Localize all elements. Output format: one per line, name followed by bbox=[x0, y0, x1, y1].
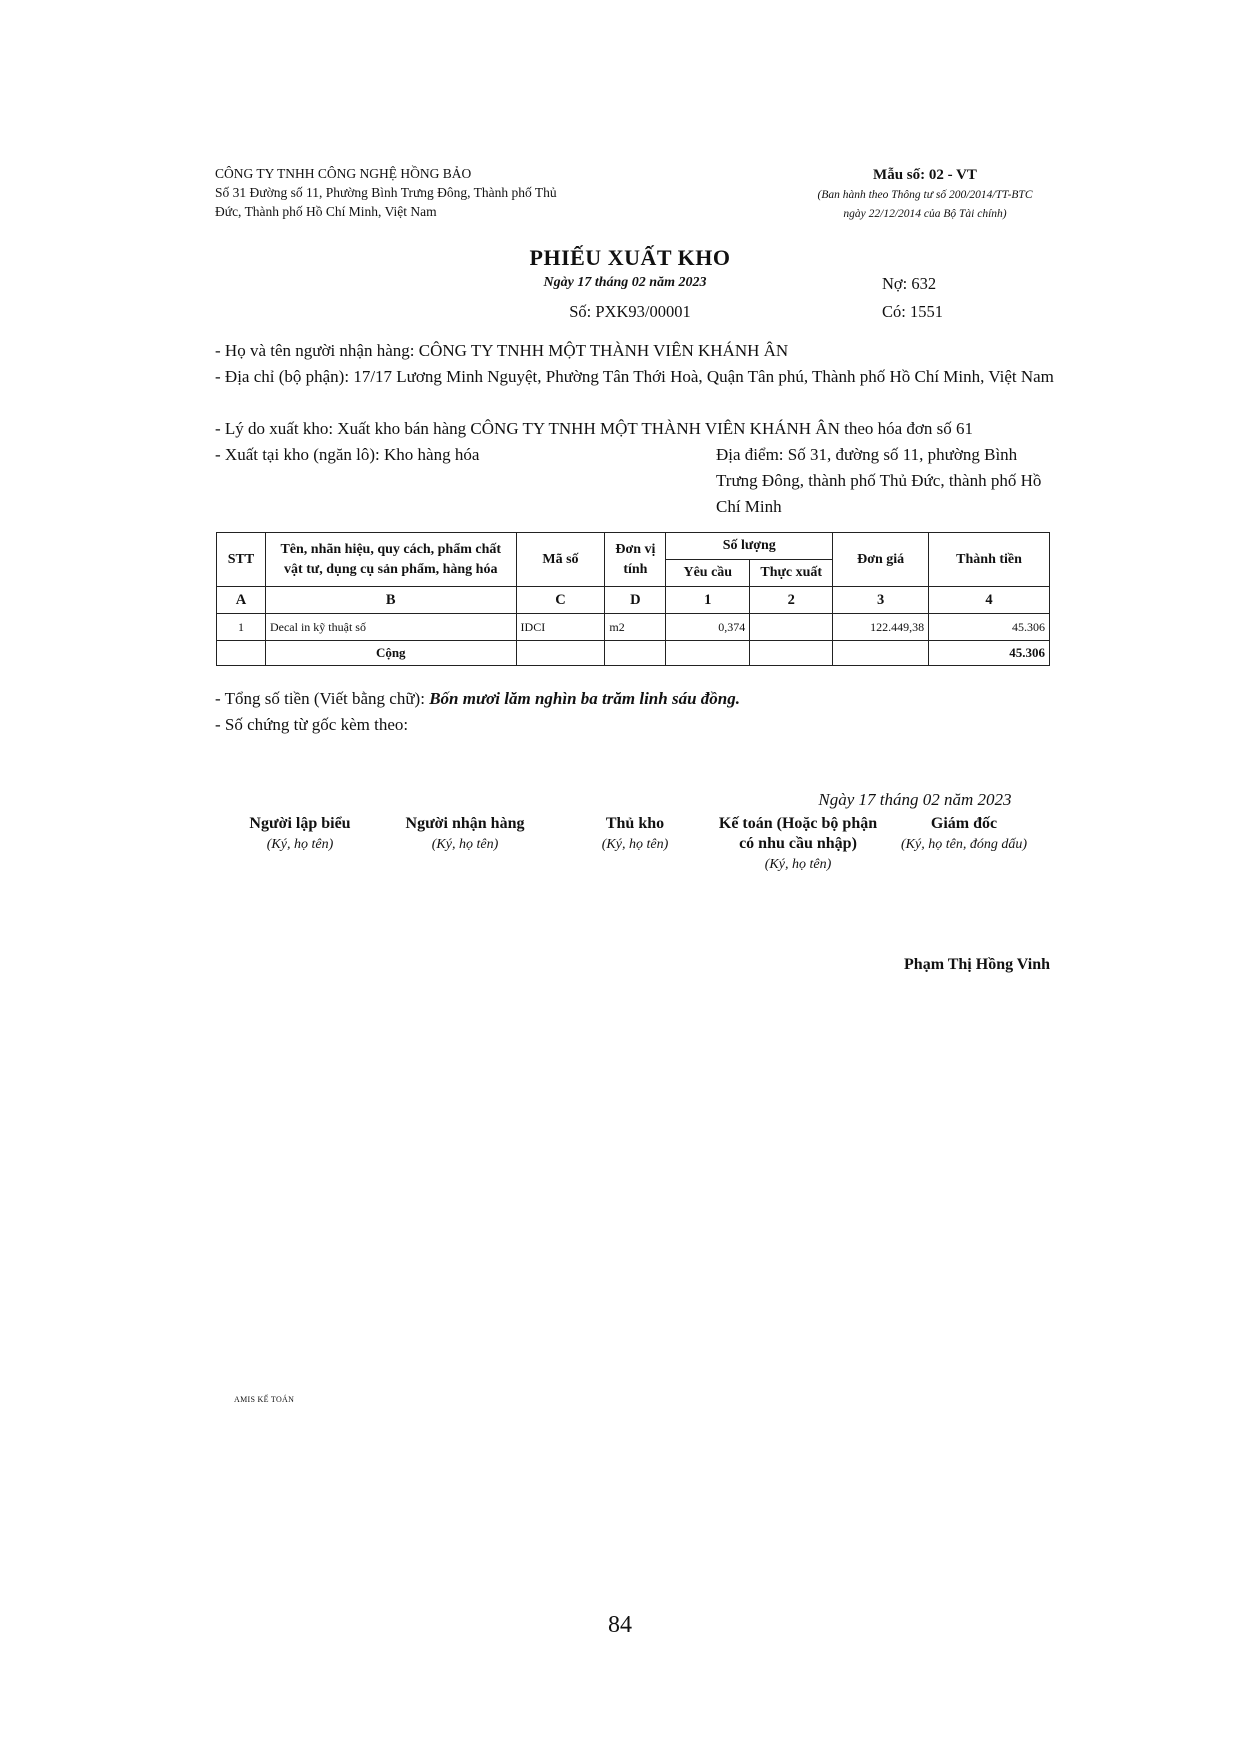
row-unit: m2 bbox=[605, 614, 666, 641]
sign-date: Ngày 17 tháng 02 năm 2023 bbox=[818, 790, 1012, 809]
form-code-block bbox=[760, 164, 1090, 224]
letter-cell: D bbox=[605, 587, 666, 614]
total-words-value: Bốn mươi lăm nghìn ba trăm linh sáu đồng. bbox=[429, 689, 740, 708]
letter-cell: 1 bbox=[666, 587, 750, 614]
total-in-words bbox=[215, 686, 740, 712]
letter-cell: 3 bbox=[833, 587, 929, 614]
header-amount: Thành tiền bbox=[929, 533, 1050, 587]
reason-line: - Lý do xuất kho: Xuất kho bán hàng CÔNG TY TNHH MỘT THÀNH VIÊN KHÁNH ÂN theo hóa đơn số 61 bbox=[215, 419, 974, 438]
signature-role: Người lập biểu bbox=[249, 815, 351, 832]
page-number: 84 bbox=[608, 1612, 632, 1638]
signature-role: Thủ kho bbox=[605, 815, 665, 832]
table-row bbox=[217, 614, 1050, 641]
header-name: Tên, nhãn hiệu, quy cách, phẩm chất vật tư, dụng cụ sản phẩm, hàng hóa bbox=[265, 533, 516, 587]
issued-line1: (Ban hành theo Thông tư số 200/2014/TT-BTC bbox=[817, 189, 1033, 201]
row-price: 122.449,38 bbox=[833, 614, 929, 641]
row-stt: 1 bbox=[217, 614, 266, 641]
signature-director bbox=[884, 814, 1044, 856]
signature-storekeeper bbox=[580, 814, 690, 856]
header-price: Đơn giá bbox=[833, 533, 929, 587]
letter-cell: B bbox=[265, 587, 516, 614]
company-address-line2: Đức, Thành phố Hồ Chí Minh, Việt Nam bbox=[215, 204, 437, 219]
signature-role: Người nhận hàng bbox=[405, 815, 525, 832]
header-unit: Đơn vị tính bbox=[605, 533, 666, 587]
letter-cell: C bbox=[516, 587, 605, 614]
row-requested: 0,374 bbox=[666, 614, 750, 641]
letter-cell: 4 bbox=[929, 587, 1050, 614]
header-stt: STT bbox=[217, 533, 266, 587]
header-actual: Thực xuất bbox=[750, 560, 833, 587]
row-name: Decal in kỹ thuật số bbox=[265, 614, 516, 641]
signature-note: (Ký, họ tên) bbox=[431, 837, 499, 852]
issued-line2: ngày 22/12/2014 của Bộ Tài chính) bbox=[843, 208, 1007, 220]
signature-note: (Ký, họ tên, đóng dấu) bbox=[901, 837, 1027, 852]
signature-note: (Ký, họ tên) bbox=[266, 837, 334, 852]
row-amount: 45.306 bbox=[929, 614, 1050, 641]
signer-name: Phạm Thị Hồng Vinh bbox=[904, 956, 1050, 973]
warehouse-line: - Xuất tại kho (ngăn lô): Kho hàng hóa bbox=[215, 445, 480, 464]
company-info bbox=[215, 164, 615, 221]
column-letter-row bbox=[217, 587, 1050, 614]
receiver-line: - Họ và tên người nhận hàng: CÔNG TY TNHH MỘT THÀNH VIÊN KHÁNH ÂN bbox=[215, 341, 789, 360]
header-requested: Yêu cầu bbox=[666, 560, 750, 587]
software-watermark: AMIS KẾ TOÁN bbox=[234, 1395, 295, 1404]
signature-receiver bbox=[390, 814, 540, 856]
letter-cell: A bbox=[217, 587, 266, 614]
signature-note: (Ký, họ tên) bbox=[764, 857, 832, 872]
location-line: Địa điểm: Số 31, đường số 11, phường Bình Trưng Đông, thành phố Thủ Đức, thành phố Hồ Chí Minh bbox=[716, 445, 1042, 516]
document-title: PHIẾU XUẤT KHO bbox=[529, 245, 731, 270]
header-quantity: Số lượng bbox=[666, 533, 833, 560]
signature-accountant bbox=[712, 814, 884, 876]
signature-note: (Ký, họ tên) bbox=[601, 837, 669, 852]
company-address-line1: Số 31 Đường số 11, Phường Bình Trưng Đông, Thành phố Thủ bbox=[215, 185, 557, 200]
total-row bbox=[217, 641, 1050, 666]
form-code: Mẫu số: 02 - VT bbox=[873, 167, 977, 183]
document-number: Số: PXK93/00001 bbox=[569, 302, 691, 321]
letter-cell: 2 bbox=[750, 587, 833, 614]
row-actual bbox=[750, 614, 833, 641]
items-table bbox=[216, 532, 1050, 666]
debit-account: Nợ: 632 bbox=[882, 274, 937, 293]
signature-role: Kế toán (Hoặc bộ phận có nhu cầu nhập) bbox=[718, 815, 878, 852]
header-code: Mã số bbox=[516, 533, 605, 587]
credit-account: Có: 1551 bbox=[882, 302, 943, 321]
total-words-label: - Tổng số tiền (Viết bằng chữ): bbox=[215, 689, 430, 708]
total-label: Cộng bbox=[265, 641, 516, 666]
address-line: - Địa chỉ (bộ phận): 17/17 Lương Minh Nguyệt, Phường Tân Thới Hoà, Quận Tân phú, Thành phố Hồ Chí Minh, Việt Nam bbox=[215, 367, 1054, 386]
attached-docs: - Số chứng từ gốc kèm theo: bbox=[215, 715, 409, 734]
company-name: CÔNG TY TNHH CÔNG NGHỆ HỒNG BẢO bbox=[215, 166, 472, 181]
row-code: IDCI bbox=[516, 614, 605, 641]
document-date: Ngày 17 tháng 02 năm 2023 bbox=[543, 275, 707, 290]
signature-preparer bbox=[228, 814, 372, 856]
signature-role: Giám đốc bbox=[930, 815, 998, 832]
total-amount: 45.306 bbox=[929, 641, 1050, 666]
